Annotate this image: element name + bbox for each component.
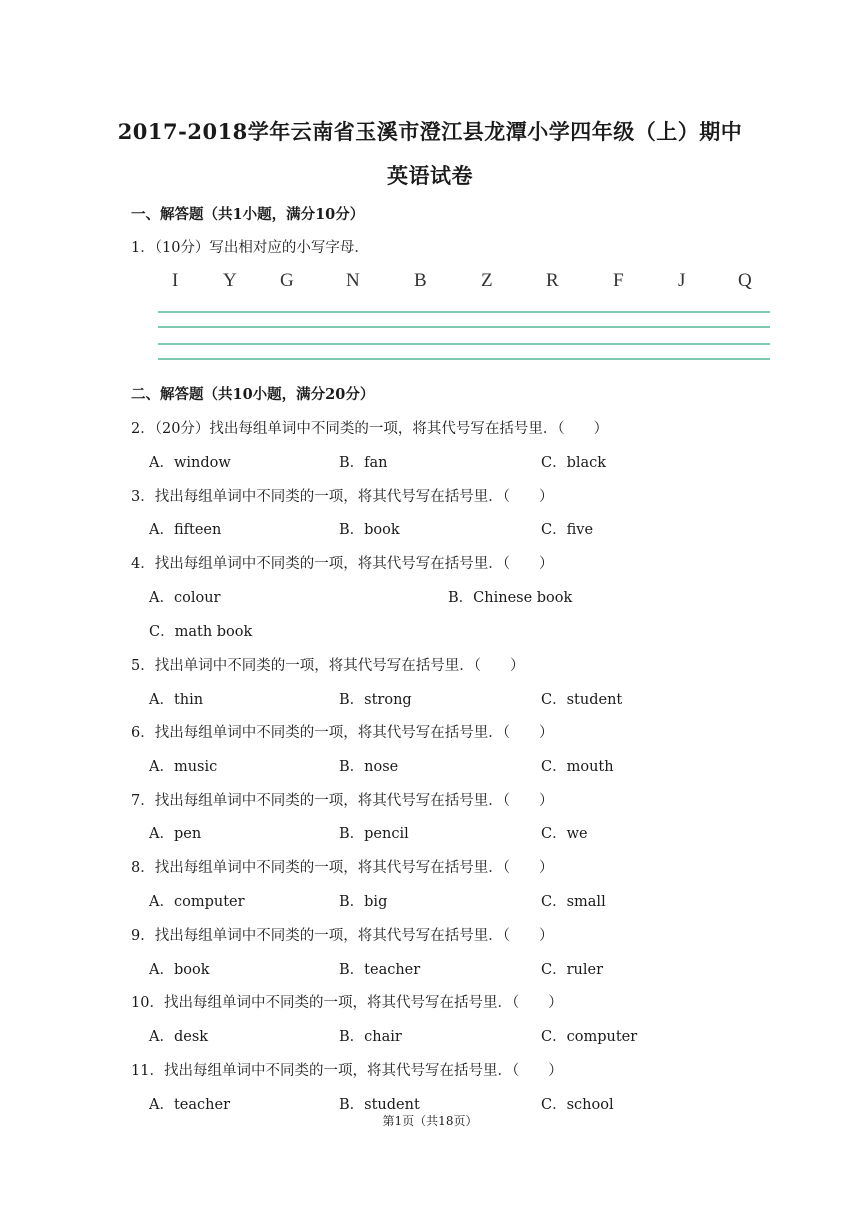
option-a: A．pen <box>149 826 202 842</box>
question-11-text: 11．找出每组单词中不同类的一项，将其代号写在括号里．（ ） <box>131 1063 563 1079</box>
option-b: B．pencil <box>339 826 409 842</box>
letter: N <box>346 270 360 291</box>
option-c: C．we <box>541 826 588 842</box>
option-a: A．book <box>149 962 210 978</box>
letter: R <box>546 270 559 291</box>
option-b: B．book <box>339 522 400 538</box>
option-c: C．mouth <box>541 759 614 775</box>
exam-title-line1: 2017-2018学年云南省玉溪市澄江县龙潭小学四年级（上）期中 <box>117 119 743 144</box>
question-4-text: 4．找出每组单词中不同类的一项，将其代号写在括号里．（ ） <box>131 556 554 572</box>
option-c: C．school <box>541 1097 614 1113</box>
question-1-text: 1．（10分）写出相对应的小写字母． <box>131 240 369 256</box>
option-a: A．colour <box>149 590 221 606</box>
question-5-text: 5．找出单词中不同类的一项，将其代号写在括号里．（ ） <box>131 658 525 674</box>
option-b: B．strong <box>339 692 412 708</box>
option-b: B．chair <box>339 1029 402 1045</box>
option-b: B．big <box>339 894 388 910</box>
letter: J <box>678 270 686 291</box>
option-a: A．teacher <box>149 1097 230 1113</box>
exam-title-line2: 英语试卷 <box>387 163 473 188</box>
question-7-text: 7．找出每组单词中不同类的一项，将其代号写在括号里．（ ） <box>131 793 554 809</box>
option-a: A．fifteen <box>149 522 222 538</box>
letter: I <box>172 270 179 291</box>
letter: Q <box>738 270 752 291</box>
option-a: A．thin <box>149 692 204 708</box>
writing-line-3 <box>158 343 770 345</box>
question-10-text: 10．找出每组单词中不同类的一项，将其代号写在括号里．（ ） <box>131 995 563 1011</box>
option-b: B．student <box>339 1097 420 1113</box>
option-b: B．teacher <box>339 962 421 978</box>
option-c: C．student <box>541 692 623 708</box>
option-c: C．computer <box>541 1029 638 1045</box>
question-9-text: 9．找出每组单词中不同类的一项，将其代号写在括号里．（ ） <box>131 928 554 944</box>
option-c: C．small <box>541 894 606 910</box>
option-b: B．Chinese book <box>448 590 573 606</box>
letter: G <box>280 270 294 291</box>
option-c: C．ruler <box>541 962 604 978</box>
letter: B <box>414 270 427 291</box>
option-a: A．window <box>149 455 231 471</box>
letter: Y <box>223 270 237 291</box>
page-number: 第1页（共18页） <box>382 1114 478 1128</box>
letter: F <box>613 270 624 291</box>
section1-heading: 一、解答题（共1小题，满分10分） <box>131 206 365 223</box>
option-b: B．nose <box>339 759 399 775</box>
section2-heading: 二、解答题（共10小题，满分20分） <box>131 386 375 403</box>
writing-line-2 <box>158 326 770 328</box>
option-b: B．fan <box>339 455 388 471</box>
question-2-text: 2．（20分）找出每组单词中不同类的一项，将其代号写在括号里．（ ） <box>131 421 609 437</box>
uppercase-letters-row <box>0 270 860 294</box>
writing-line-4 <box>158 358 770 360</box>
option-a: A．music <box>149 759 218 775</box>
option-c: C．math book <box>149 624 253 640</box>
option-c: C．black <box>541 455 607 471</box>
question-8-text: 8．找出每组单词中不同类的一项，将其代号写在括号里．（ ） <box>131 860 554 876</box>
letter: Z <box>481 270 493 291</box>
question-6-text: 6．找出每组单词中不同类的一项，将其代号写在括号里．（ ） <box>131 725 554 741</box>
question-3-text: 3．找出每组单词中不同类的一项，将其代号写在括号里．（ ） <box>131 489 554 505</box>
option-a: A．desk <box>149 1029 209 1045</box>
option-c: C．five <box>541 522 594 538</box>
option-a: A．computer <box>149 894 245 910</box>
writing-line-1 <box>158 311 770 313</box>
